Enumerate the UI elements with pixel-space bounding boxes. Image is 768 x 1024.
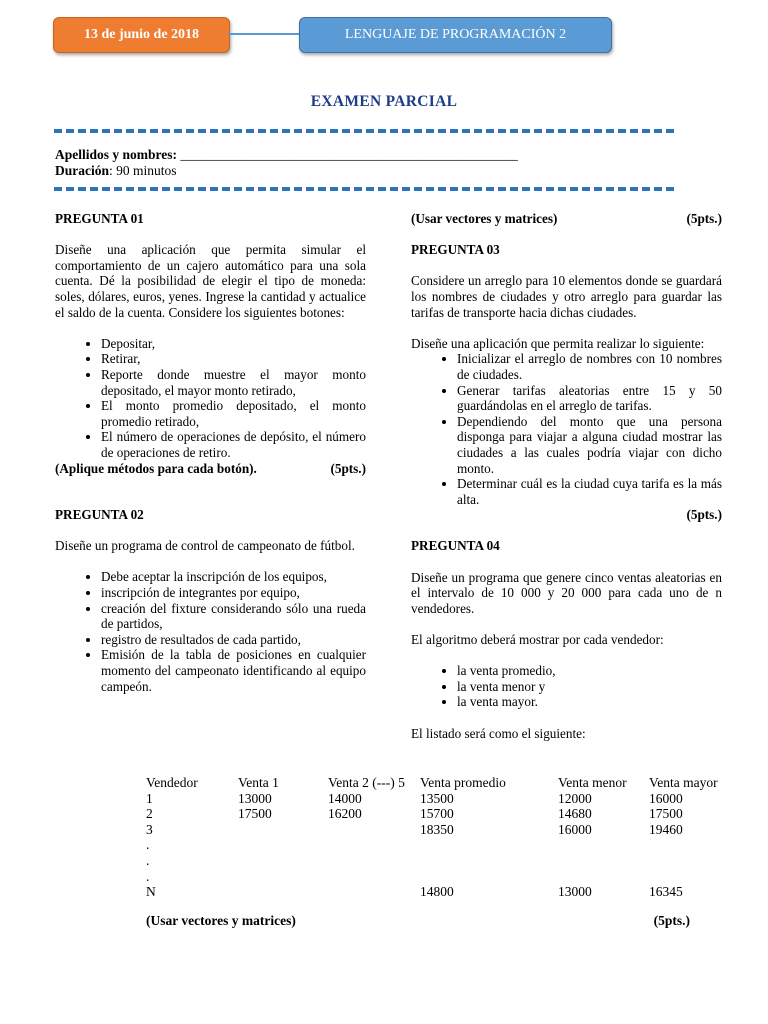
table-cell: 16345 — [649, 884, 683, 900]
list-item: • Emisión de la tabla de posiciones en cualquier momento del campeonato identificando al equipo campeón. — [101, 647, 366, 694]
duration-value: : 90 minutos — [109, 163, 177, 178]
table-header-cell: Vendedor — [146, 775, 198, 790]
table-header-cell: Venta 2 (---) 5 — [328, 775, 405, 790]
table-cell: 16000 — [649, 790, 683, 806]
name-label: Apellidos y nombres: — [55, 147, 178, 162]
table-cell: 14000 — [328, 790, 362, 806]
list-item: • Determinar cuál es la ciudad cuya tarifa es la más alta. — [457, 476, 722, 507]
q2-title: PREGUNTA 02 — [55, 507, 144, 523]
list-item: • El monto promedio depositado, el monto promedio retirado, — [101, 398, 366, 429]
duration-label: Duración — [55, 163, 109, 178]
list-item: • la venta menor y — [457, 679, 722, 695]
q1-note: (Aplique métodos para cada botón). — [55, 460, 257, 476]
q1-footer — [55, 461, 366, 477]
table-cell: 2 — [146, 806, 153, 822]
q4-note: (Usar vectores y matrices) — [146, 913, 296, 928]
list-item: • Dependiendo del monto que una persona disponga para viajar a alguna ciudad mostrar las ciudades a las cuales podría viajar con dicho monto. — [457, 414, 722, 476]
list-item: • Depositar, — [101, 336, 366, 352]
exam-title: EXAMEN PARCIAL — [310, 93, 458, 110]
table-cell: 18350 — [420, 821, 454, 837]
q1-text: Diseñe una aplicación que permita simular el comportamiento de un cajero automático para una sola cuenta. Dé la posibilidad de elegir el tipo de moneda: soles, dólares, euros, yenes. Ingrese la cantidad y actualice el saldo de la cuenta. Considere los siguientes botones: — [55, 242, 366, 320]
right-column — [411, 211, 722, 741]
list-item: • inscripción de integrantes por equipo, — [101, 585, 366, 601]
q2-note: (Usar vectores y matrices) — [411, 211, 558, 226]
list-item: • la venta mayor. — [457, 694, 722, 710]
table-cell: 13500 — [420, 790, 454, 806]
dashed-divider-top — [54, 129, 674, 133]
table-cell: . — [146, 852, 150, 868]
q3-text: Considere un arreglo para 10 elementos donde se guardará los nombres de ciudades y otro arreglo para guardar las tarifas de transporte hacia dichas ciudades. — [411, 273, 722, 320]
list-item: • Inicializar el arreglo de nombres con 10 nombres de ciudades. — [457, 351, 722, 382]
q3-text2: Diseñe una aplicación que permita realizar lo siguiente: — [411, 335, 705, 351]
q3-title: PREGUNTA 03 — [411, 242, 500, 258]
table-cell: 13000 — [238, 790, 272, 806]
q2-footer — [411, 211, 722, 227]
q4-text: Diseñe un programa que genere cinco ventas aleatorias en el intervalo de 10 000 y 20 000 para cada uno de n vendedores. — [411, 569, 722, 616]
list-item: • la venta promedio, — [457, 663, 722, 679]
list-item: • Debe aceptar la inscripción de los equipos, — [101, 569, 366, 585]
list-item: • creación del fixture considerando sólo una rueda de partidos, — [101, 601, 366, 632]
q4-footer — [146, 913, 690, 929]
table-cell: 16000 — [558, 821, 592, 837]
q3-list — [411, 351, 722, 507]
table-cell: 14680 — [558, 806, 592, 822]
date-badge: 13 de junio de 2018 — [53, 17, 230, 53]
table-cell: 3 — [146, 821, 153, 837]
q4-points: (5pts.) — [653, 913, 690, 928]
q2-list — [55, 569, 366, 694]
table-cell: 17500 — [238, 806, 272, 822]
table-cell: . — [146, 837, 150, 853]
name-blank: __________________________________________________ — [180, 147, 518, 162]
q2-points: (5pts.) — [686, 211, 722, 226]
q1-points: (5pts.) — [330, 460, 366, 476]
q3-points: (5pts.) — [686, 507, 722, 523]
list-item: • Generar tarifas aleatorias entre 15 y 50 guardándolas en el arreglo de tarifas. — [457, 383, 722, 414]
q4-text3: El listado será como el siguiente: — [411, 725, 586, 741]
q1-title: PREGUNTA 01 — [55, 211, 144, 226]
course-badge: LENGUAJE DE PROGRAMACIÓN 2 — [299, 17, 612, 53]
list-item: • registro de resultados de cada partido, — [101, 632, 366, 648]
table-cell: 15700 — [420, 806, 454, 822]
table-cell: 12000 — [558, 790, 592, 806]
table-cell: 1 — [146, 790, 153, 806]
q4-list — [411, 663, 722, 710]
table-cell: 19460 — [649, 821, 683, 837]
table-cell: 14800 — [420, 884, 454, 900]
list-item: • Reporte donde muestre el mayor monto depositado, el mayor monto retirado, — [101, 367, 366, 398]
q2-text: Diseñe un programa de control de campeonato de fútbol. — [55, 538, 355, 554]
table-cell: 16200 — [328, 806, 362, 822]
student-info — [55, 147, 518, 179]
table-header-cell: Venta menor — [558, 775, 627, 790]
q1-list — [55, 336, 366, 461]
table-header-cell: Venta 1 — [238, 775, 279, 790]
q4-title: PREGUNTA 04 — [411, 538, 500, 554]
table-cell: . — [146, 868, 150, 884]
list-item: • Retirar, — [101, 351, 366, 367]
table-header-cell: Venta mayor — [649, 775, 718, 790]
dashed-divider-bottom — [54, 187, 674, 191]
list-item: • El número de operaciones de depósito, el número de operaciones de retiro. — [101, 429, 366, 460]
table-cell: N — [146, 884, 156, 900]
left-column — [55, 211, 366, 694]
header-connector-line — [228, 33, 300, 35]
table-header-cell: Venta promedio — [420, 775, 506, 790]
table-cell: 13000 — [558, 884, 592, 900]
q4-text2: El algoritmo deberá mostrar por cada vendedor: — [411, 632, 664, 648]
table-cell: 17500 — [649, 806, 683, 822]
